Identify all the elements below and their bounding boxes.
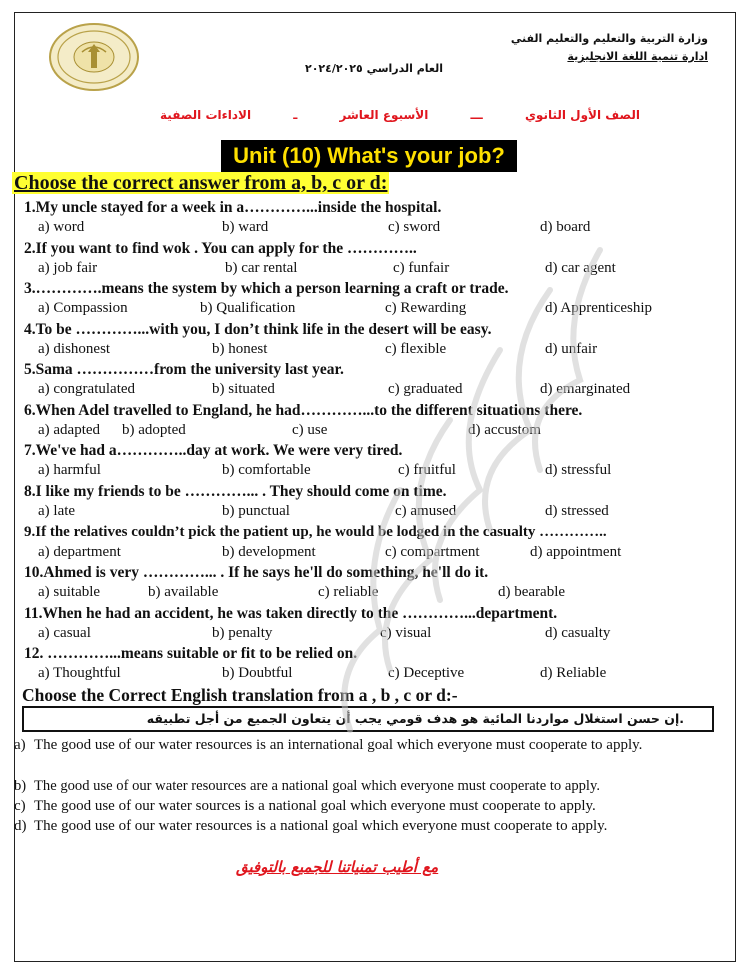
option-c[interactable]: c) amused <box>395 503 457 519</box>
option-b[interactable]: b) development <box>222 544 316 560</box>
ministry-name: وزارة التربية والتعليم والتعليم الفني <box>510 32 708 45</box>
option-a[interactable]: a) Thoughtful <box>38 665 121 681</box>
option-a[interactable]: a) casual <box>38 625 91 641</box>
option-d[interactable]: d) accustom <box>468 422 541 438</box>
option-c[interactable]: c) use <box>292 422 328 438</box>
translation-option-a[interactable] <box>14 736 714 755</box>
option-b[interactable]: b) Qualification <box>200 300 296 316</box>
translation-letter: c) <box>14 798 26 814</box>
option-c[interactable]: c) compartment <box>385 544 480 560</box>
option-a[interactable]: a) dishonest <box>38 341 111 357</box>
option-b[interactable]: b) honest <box>212 341 268 357</box>
option-d[interactable]: d) Apprenticeship <box>545 300 653 316</box>
question-stem: 11.When he had an accident, he was taken directly to the …………...department. <box>24 605 558 622</box>
option-b[interactable]: b) adopted <box>122 422 186 438</box>
question-stem: 4.To be …………...with you, I don’t think life in the desert will be easy. <box>24 321 492 338</box>
option-c[interactable]: c) reliable <box>318 584 379 600</box>
question-stem: 10.Ahmed is very …………... . If he says he'll do something, he'll do it. <box>24 564 489 581</box>
option-d[interactable]: d) board <box>540 219 591 235</box>
option-a[interactable]: a) word <box>38 219 85 235</box>
question-stem: 9.If the relatives couldn’t pick the patient up, he would be lodged in the casualty ………….. <box>24 524 607 540</box>
closing-wishes: مع أطيب تمنياتنا للجميع بالتوفيق <box>236 858 439 876</box>
option-d[interactable]: d) emarginated <box>540 381 631 397</box>
arabic-sentence-box: .إن حسن استغلال مواردنا المائية هو هدف قومي يجب أن يتعاون الجميع من أجل تطبيقه <box>22 706 714 732</box>
option-b[interactable]: b) comfortable <box>222 462 311 478</box>
unit-title: Unit (10) What's your job? <box>221 140 517 172</box>
grade-separator-1: ـــ <box>470 108 483 122</box>
ministry-header <box>511 30 708 66</box>
translation-letter: b) <box>14 778 27 794</box>
week-label: الأسبوع العاشر <box>339 108 429 122</box>
task-label: الاداءات الصفية <box>160 108 252 122</box>
translation-option-d[interactable] <box>14 817 607 836</box>
question-stem: 5.Sama ……………from the university last year. <box>24 361 344 378</box>
option-a[interactable]: a) late <box>38 503 76 519</box>
ministry-seal-logo <box>48 22 140 92</box>
section2-title: Choose the Correct English translation from a , b , c or d:- <box>22 685 458 705</box>
option-b[interactable]: b) available <box>148 584 219 600</box>
option-d[interactable]: d) casualty <box>545 625 611 641</box>
school-year: العام الدراسي ٢٠٢٤/٢٠٢٥ <box>305 62 443 75</box>
option-b[interactable]: b) punctual <box>222 503 290 519</box>
question-stem: 2.If you want to find wok . You can apply for the ………….. <box>24 240 417 257</box>
department-name: ادارة تنمية اللغة الانجليزية <box>567 50 708 63</box>
option-c[interactable]: c) flexible <box>385 341 447 357</box>
section1-title: Choose the correct answer from a, b, c or d: <box>14 172 388 194</box>
option-d[interactable]: d) stressful <box>545 462 612 478</box>
option-c[interactable]: c) fruitful <box>398 462 456 478</box>
option-a[interactable]: a) Compassion <box>38 300 128 316</box>
option-b[interactable]: b) car rental <box>225 260 298 276</box>
translation-text: The good use of our water sources is a national goal which everyone must cooperate to apply. <box>34 798 596 814</box>
option-b[interactable]: b) Doubtful <box>222 665 293 681</box>
question-stem: 3.………….means the system by which a person learning a craft or trade. <box>24 280 509 297</box>
option-d[interactable]: d) stressed <box>545 503 609 519</box>
translation-text: The good use of our water resources is a national goal which everyone must cooperate to apply. <box>34 818 608 834</box>
translation-letter: d) <box>14 818 27 834</box>
option-a[interactable]: a) department <box>38 544 121 560</box>
option-a[interactable]: a) harmful <box>38 462 101 478</box>
option-d[interactable]: d) bearable <box>498 584 566 600</box>
option-b[interactable]: b) situated <box>212 381 275 397</box>
option-d[interactable]: d) unfair <box>545 341 598 357</box>
option-a[interactable]: a) congratulated <box>38 381 136 397</box>
question-stem: 8.I like my friends to be …………... . They should come on time. <box>24 483 447 500</box>
option-d[interactable]: d) car agent <box>545 260 616 276</box>
option-d[interactable]: d) appointment <box>530 544 622 560</box>
grade-separator-2: ـ <box>293 108 298 122</box>
option-d[interactable]: d) Reliable <box>540 665 607 681</box>
question-stem: 12. …………...means suitable or fit to be relied on. <box>24 645 358 662</box>
option-c[interactable]: c) graduated <box>388 381 463 397</box>
option-a[interactable]: a) suitable <box>38 584 101 600</box>
question-stem: 1.My uncle stayed for a week in a…………...inside the hospital. <box>24 199 442 216</box>
question-stem: 7.We've had a…………..day at work. We were very tired. <box>24 442 403 459</box>
option-b[interactable]: b) ward <box>222 219 269 235</box>
option-a[interactable]: a) job fair <box>38 260 98 276</box>
translation-option-b[interactable] <box>14 777 734 796</box>
option-c[interactable]: c) funfair <box>393 260 450 276</box>
translation-option-c[interactable] <box>14 797 596 816</box>
option-c[interactable]: c) visual <box>380 625 432 641</box>
option-c[interactable]: c) Deceptive <box>388 665 465 681</box>
option-a[interactable]: a) adapted <box>38 422 101 438</box>
question-stem: 6.When Adel travelled to England, he had…………...to the different situations there. <box>24 402 583 419</box>
grade-line <box>160 108 640 122</box>
option-c[interactable]: c) Rewarding <box>385 300 467 316</box>
option-c[interactable]: c) sword <box>388 219 441 235</box>
translation-text: The good use of our water resources are a national goal which everyone must cooperate to apply. <box>34 778 600 794</box>
grade-label: الصف الأول الثانوي <box>524 108 640 122</box>
translation-letter: a) <box>14 737 26 753</box>
option-b[interactable]: b) penalty <box>212 625 273 641</box>
translation-text: The good use of our water resources is an international goal which everyone must cooperate to apply. <box>34 737 643 753</box>
